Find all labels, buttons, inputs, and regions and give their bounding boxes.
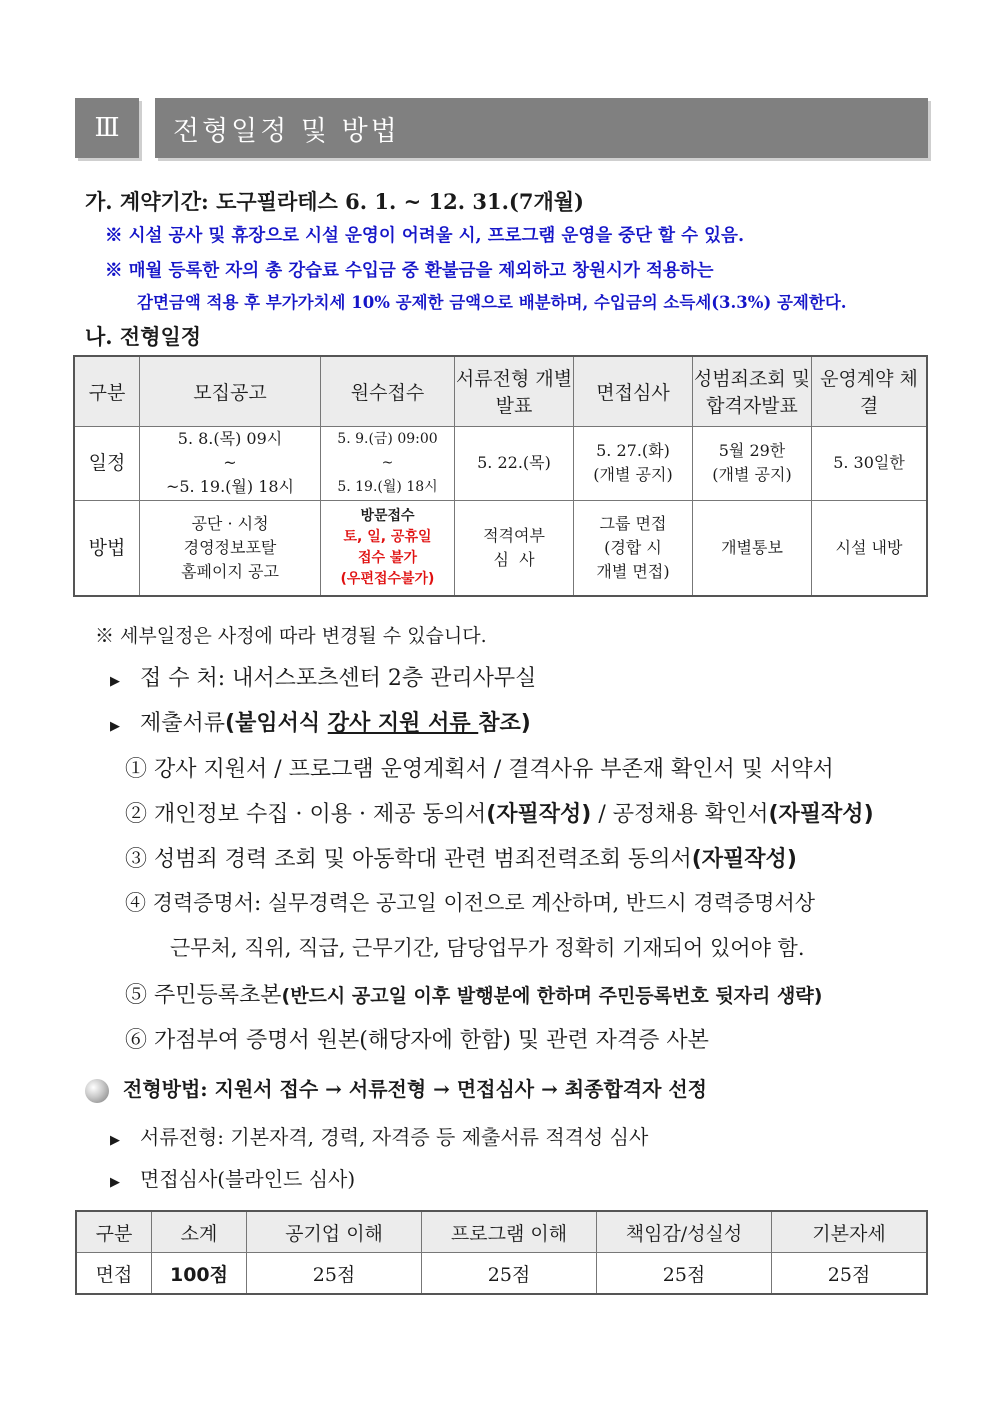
col-header: 모집공고 <box>140 356 321 426</box>
triangle-bullet-icon: ▶ <box>110 674 120 689</box>
table-cell: 그룹 면접 (경합 시 개별 면접) <box>574 500 693 596</box>
col-header: 성범죄조회 및 합격자발표 <box>693 356 812 426</box>
col-header: 서류전형 개별발표 <box>455 356 574 426</box>
table-cell: 25점 <box>247 1253 422 1295</box>
table-cell: 25점 <box>597 1253 772 1295</box>
document-item: 근무처, 직위, 직급, 근무기간, 담당업무가 정확히 기재되어 있어야 함. <box>170 936 805 960</box>
document-item: ⑤ 주민등록초본(반드시 공고일 이후 발행분에 한하며 주민등록번호 뒷자리 생략) <box>125 983 823 1008</box>
col-header: 구분 <box>74 356 140 426</box>
contract-heading: 가. 계약기간: 도구필라테스 6. 1. ~ 12. 31.(7개월) <box>85 189 584 214</box>
doc-review-line: ▶ 서류전형: 기본자격, 경력, 자격증 등 제출서류 적격성 심사 <box>110 1125 649 1149</box>
document-item: ② 개인정보 수집 · 이용 · 제공 동의서(자필작성) / 공정채용 확인서(자필작성) <box>125 802 874 827</box>
table-cell: 100점 <box>152 1253 247 1295</box>
document-item: ⑥ 가점부여 증명서 원본(해당자에 한함) 및 관련 자격증 사본 <box>125 1028 709 1053</box>
triangle-bullet-icon: ▶ <box>110 1133 120 1148</box>
interview-line: ▶ 면접심사(블라인드 심사) <box>110 1167 356 1191</box>
documents-line: ▶ 제출서류(붙임서식 강사 지원 서류 참조) <box>110 711 531 736</box>
col-header: 공기업 이해 <box>247 1211 422 1253</box>
ball-bullet-icon <box>85 1079 109 1103</box>
triangle-bullet-icon: ▶ <box>110 1175 120 1190</box>
document-item: ④ 경력증명서: 실무경력은 공고일 이전으로 계산하며, 반드시 경력증명서상 <box>125 891 816 915</box>
contract-note-1: ※ 시설 공사 및 휴장으로 시설 운영이 어려울 시, 프로그램 운영을 중단 할 수 있음. <box>105 226 745 246</box>
contract-note-2a: ※ 매월 등록한 자의 총 강습료 수입금 중 환불금을 제외하고 창원시가 적용하는 <box>105 261 714 281</box>
triangle-bullet-icon: ▶ <box>110 719 120 734</box>
col-header: 프로그램 이해 <box>422 1211 597 1253</box>
table-cell: 적격여부 심 사 <box>455 500 574 596</box>
contract-note-2b: 감면금액 적용 후 부가가치세 10% 공제한 금액으로 배분하며, 수입금의 소득세(3.3%) 공제한다. <box>137 293 847 312</box>
section-number: Ⅲ <box>75 98 139 158</box>
col-header: 소계 <box>152 1211 247 1253</box>
table-cell: 5. 9.(금) 09:00 ~ 5. 19.(월) 18시 <box>321 426 455 500</box>
reception-line: ▶ 접 수 처: 내서스포츠센터 2층 관리사무실 <box>110 666 537 691</box>
table-cell: 5. 22.(목) <box>455 426 574 500</box>
document-item: ① 강사 지원서 / 프로그램 운영계획서 / 결격사유 부존재 확인서 및 서약서 <box>125 757 834 782</box>
schedule-table <box>73 355 928 597</box>
schedule-change-note: ※ 세부일정은 사정에 따라 변경될 수 있습니다. <box>95 625 487 647</box>
table-cell: 5월 29한 (개별 공지) <box>693 426 812 500</box>
table-cell: 5. 27.(화) (개별 공지) <box>574 426 693 500</box>
col-header: 면접심사 <box>574 356 693 426</box>
col-header: 기본자세 <box>772 1211 928 1253</box>
row-label: 일정 <box>74 426 140 500</box>
schedule-heading: 나. 전형일정 <box>85 324 202 349</box>
col-header: 운영계약 체 결 <box>812 356 928 426</box>
table-cell: 5. 30일한 <box>812 426 928 500</box>
table-cell: 25점 <box>772 1253 928 1295</box>
section-title: 전형일정 및 방법 <box>155 98 928 158</box>
document-item: ③ 성범죄 경력 조회 및 아동학대 관련 범죄전력조회 동의서(자필작성) <box>125 847 797 872</box>
table-cell: 방문접수 토, 일, 공휴일 접수 불가 (우편접수불가) <box>321 500 455 596</box>
table-cell: 공단 · 시청 경영정보포탈 홈페이지 공고 <box>140 500 321 596</box>
table-cell: 개별통보 <box>693 500 812 596</box>
score-table <box>75 1210 928 1295</box>
col-header: 원수접수 <box>321 356 455 426</box>
row-label: 방법 <box>74 500 140 596</box>
table-cell: 시설 내방 <box>812 500 928 596</box>
method-heading: 전형방법: 지원서 접수 → 서류전형 → 면접심사 → 최종합격자 선정 <box>85 1073 707 1103</box>
table-cell: 면접 <box>76 1253 152 1295</box>
table-cell: 5. 8.(목) 09시 ~ ~5. 19.(월) 18시 <box>140 426 321 500</box>
col-header: 책임감/성실성 <box>597 1211 772 1253</box>
table-cell: 25점 <box>422 1253 597 1295</box>
col-header: 구분 <box>76 1211 152 1253</box>
